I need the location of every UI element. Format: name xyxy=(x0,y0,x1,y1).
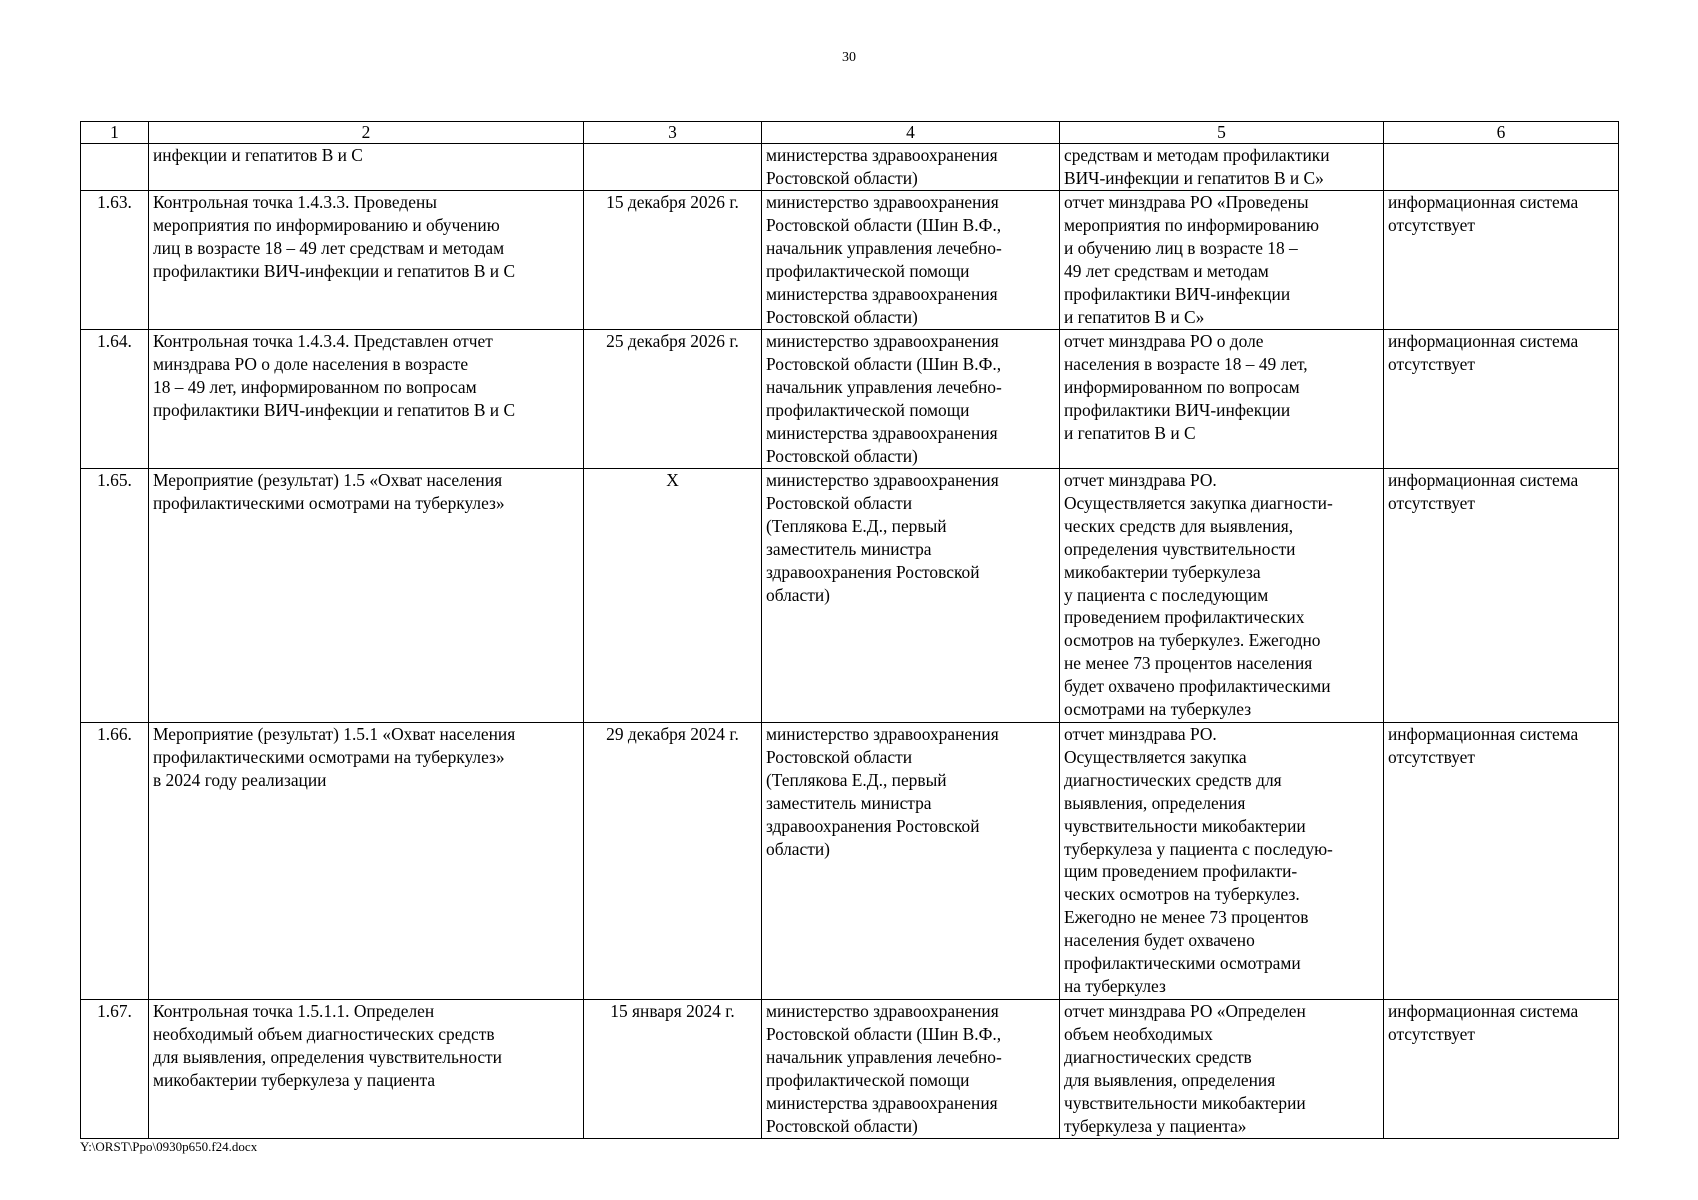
information-system: информационная система отсутствует xyxy=(1384,1000,1619,1139)
column-header: 2 xyxy=(149,122,584,144)
responsible-executor: министерство здравоохранения Ростовской области (Шин В.Ф., начальник управления лечебно- профилактической помощи министерства здравоохранения Ростовской области) xyxy=(762,330,1060,469)
event-name: Мероприятие (результат) 1.5.1 «Охват населения профилактическими осмотрами на туберкулез» в 2024 году реализации xyxy=(149,723,584,1000)
column-header: 1 xyxy=(81,122,149,144)
row-number: 1.64. xyxy=(81,330,149,469)
row-number: 1.65. xyxy=(81,469,149,723)
deadline-date: 29 декабря 2024 г. xyxy=(584,723,762,1000)
event-name: Контрольная точка 1.4.3.4. Представлен отчет минздрава РО о доле населения в возрасте 18 – 49 лет, информированном по вопросам профилактики ВИЧ-инфекции и гепатитов В и С xyxy=(149,330,584,469)
responsible-executor: министерства здравоохранения Ростовской области) xyxy=(762,144,1060,191)
table-row xyxy=(81,191,1619,330)
table-row xyxy=(81,144,1619,191)
table-row xyxy=(81,1000,1619,1139)
table-row xyxy=(81,469,1619,723)
document-type: отчет минздрава РО о доле населения в возрасте 18 – 49 лет, информированном по вопросам профилактики ВИЧ-инфекции и гепатитов В и С xyxy=(1060,330,1384,469)
responsible-executor: министерство здравоохранения Ростовской области (Шин В.Ф., начальник управления лечебно- профилактической помощи министерства здравоохранения Ростовской области) xyxy=(762,1000,1060,1139)
deadline-date: 15 декабря 2026 г. xyxy=(584,191,762,330)
deadline-date: 25 декабря 2026 г. xyxy=(584,330,762,469)
table-row xyxy=(81,723,1619,1000)
row-number xyxy=(81,144,149,191)
document-type: отчет минздрава РО «Проведены мероприятия по информированию и обучению лиц в возрасте 18 – 49 лет средствам и методам профилактики ВИЧ-инфекции и гепатитов В и С» xyxy=(1060,191,1384,330)
column-header: 4 xyxy=(762,122,1060,144)
page-number: 30 xyxy=(842,50,856,65)
table-row xyxy=(81,330,1619,469)
document-type: средствам и методам профилактики ВИЧ-инфекции и гепатитов В и С» xyxy=(1060,144,1384,191)
row-number: 1.67. xyxy=(81,1000,149,1139)
table-header-row xyxy=(81,122,1619,144)
information-system: информационная система отсутствует xyxy=(1384,191,1619,330)
document-type: отчет минздрава РО «Определен объем необходимых диагностических средств для выявления, определения чувствительности микобактерии туберкулеза у пациента» xyxy=(1060,1000,1384,1139)
row-number: 1.66. xyxy=(81,723,149,1000)
file-path-footer: Y:\ORST\Ppo\0930p650.f24.docx xyxy=(80,1139,258,1154)
document-type: отчет минздрава РО. Осуществляется закупка диагностических средств для выявления, определения чувствительности микобактерии туберкулеза у пациента с последую- щим проведением профилакти- ческих осмотров на туберкулез. Ежегодно не менее 73 процентов населения будет охвачено профилактическими осмотрами на туберкулез xyxy=(1060,723,1384,1000)
information-system: информационная система отсутствует xyxy=(1384,723,1619,1000)
document-type: отчет минздрава РО. Осуществляется закупка диагности- ческих средств для выявления, определения чувствительности микобактерии туберкулеза у пациента с последующим проведением профилактических осмотров на туберкулез. Ежегодно не менее 73 процентов населения будет охвачено профилактическими осмотрами на туберкулез xyxy=(1060,469,1384,723)
information-system: информационная система отсутствует xyxy=(1384,330,1619,469)
deadline-date: 15 января 2024 г. xyxy=(584,1000,762,1139)
information-system: информационная система отсутствует xyxy=(1384,469,1619,723)
information-system xyxy=(1384,144,1619,191)
responsible-executor: министерство здравоохранения Ростовской области (Теплякова Е.Д., первый заместитель министра здравоохранения Ростовской области) xyxy=(762,469,1060,723)
responsible-executor: министерство здравоохранения Ростовской области (Теплякова Е.Д., первый заместитель министра здравоохранения Ростовской области) xyxy=(762,723,1060,1000)
column-header: 6 xyxy=(1384,122,1619,144)
deadline-date: Х xyxy=(584,469,762,723)
column-header: 5 xyxy=(1060,122,1384,144)
event-name: Контрольная точка 1.4.3.3. Проведены мероприятия по информированию и обучению лиц в возрасте 18 – 49 лет средствам и методам профилактики ВИЧ-инфекции и гепатитов В и С xyxy=(149,191,584,330)
event-name: Контрольная точка 1.5.1.1. Определен необходимый объем диагностических средств для выявления, определения чувствительности микобактерии туберкулеза у пациента xyxy=(149,1000,584,1139)
deadline-date xyxy=(584,144,762,191)
row-number: 1.63. xyxy=(81,191,149,330)
event-name: Мероприятие (результат) 1.5 «Охват населения профилактическими осмотрами на туберкулез» xyxy=(149,469,584,723)
document-table xyxy=(80,121,1619,1139)
column-header: 3 xyxy=(584,122,762,144)
event-name: инфекции и гепатитов В и С xyxy=(149,144,584,191)
responsible-executor: министерство здравоохранения Ростовской области (Шин В.Ф., начальник управления лечебно- профилактической помощи министерства здравоохранения Ростовской области) xyxy=(762,191,1060,330)
